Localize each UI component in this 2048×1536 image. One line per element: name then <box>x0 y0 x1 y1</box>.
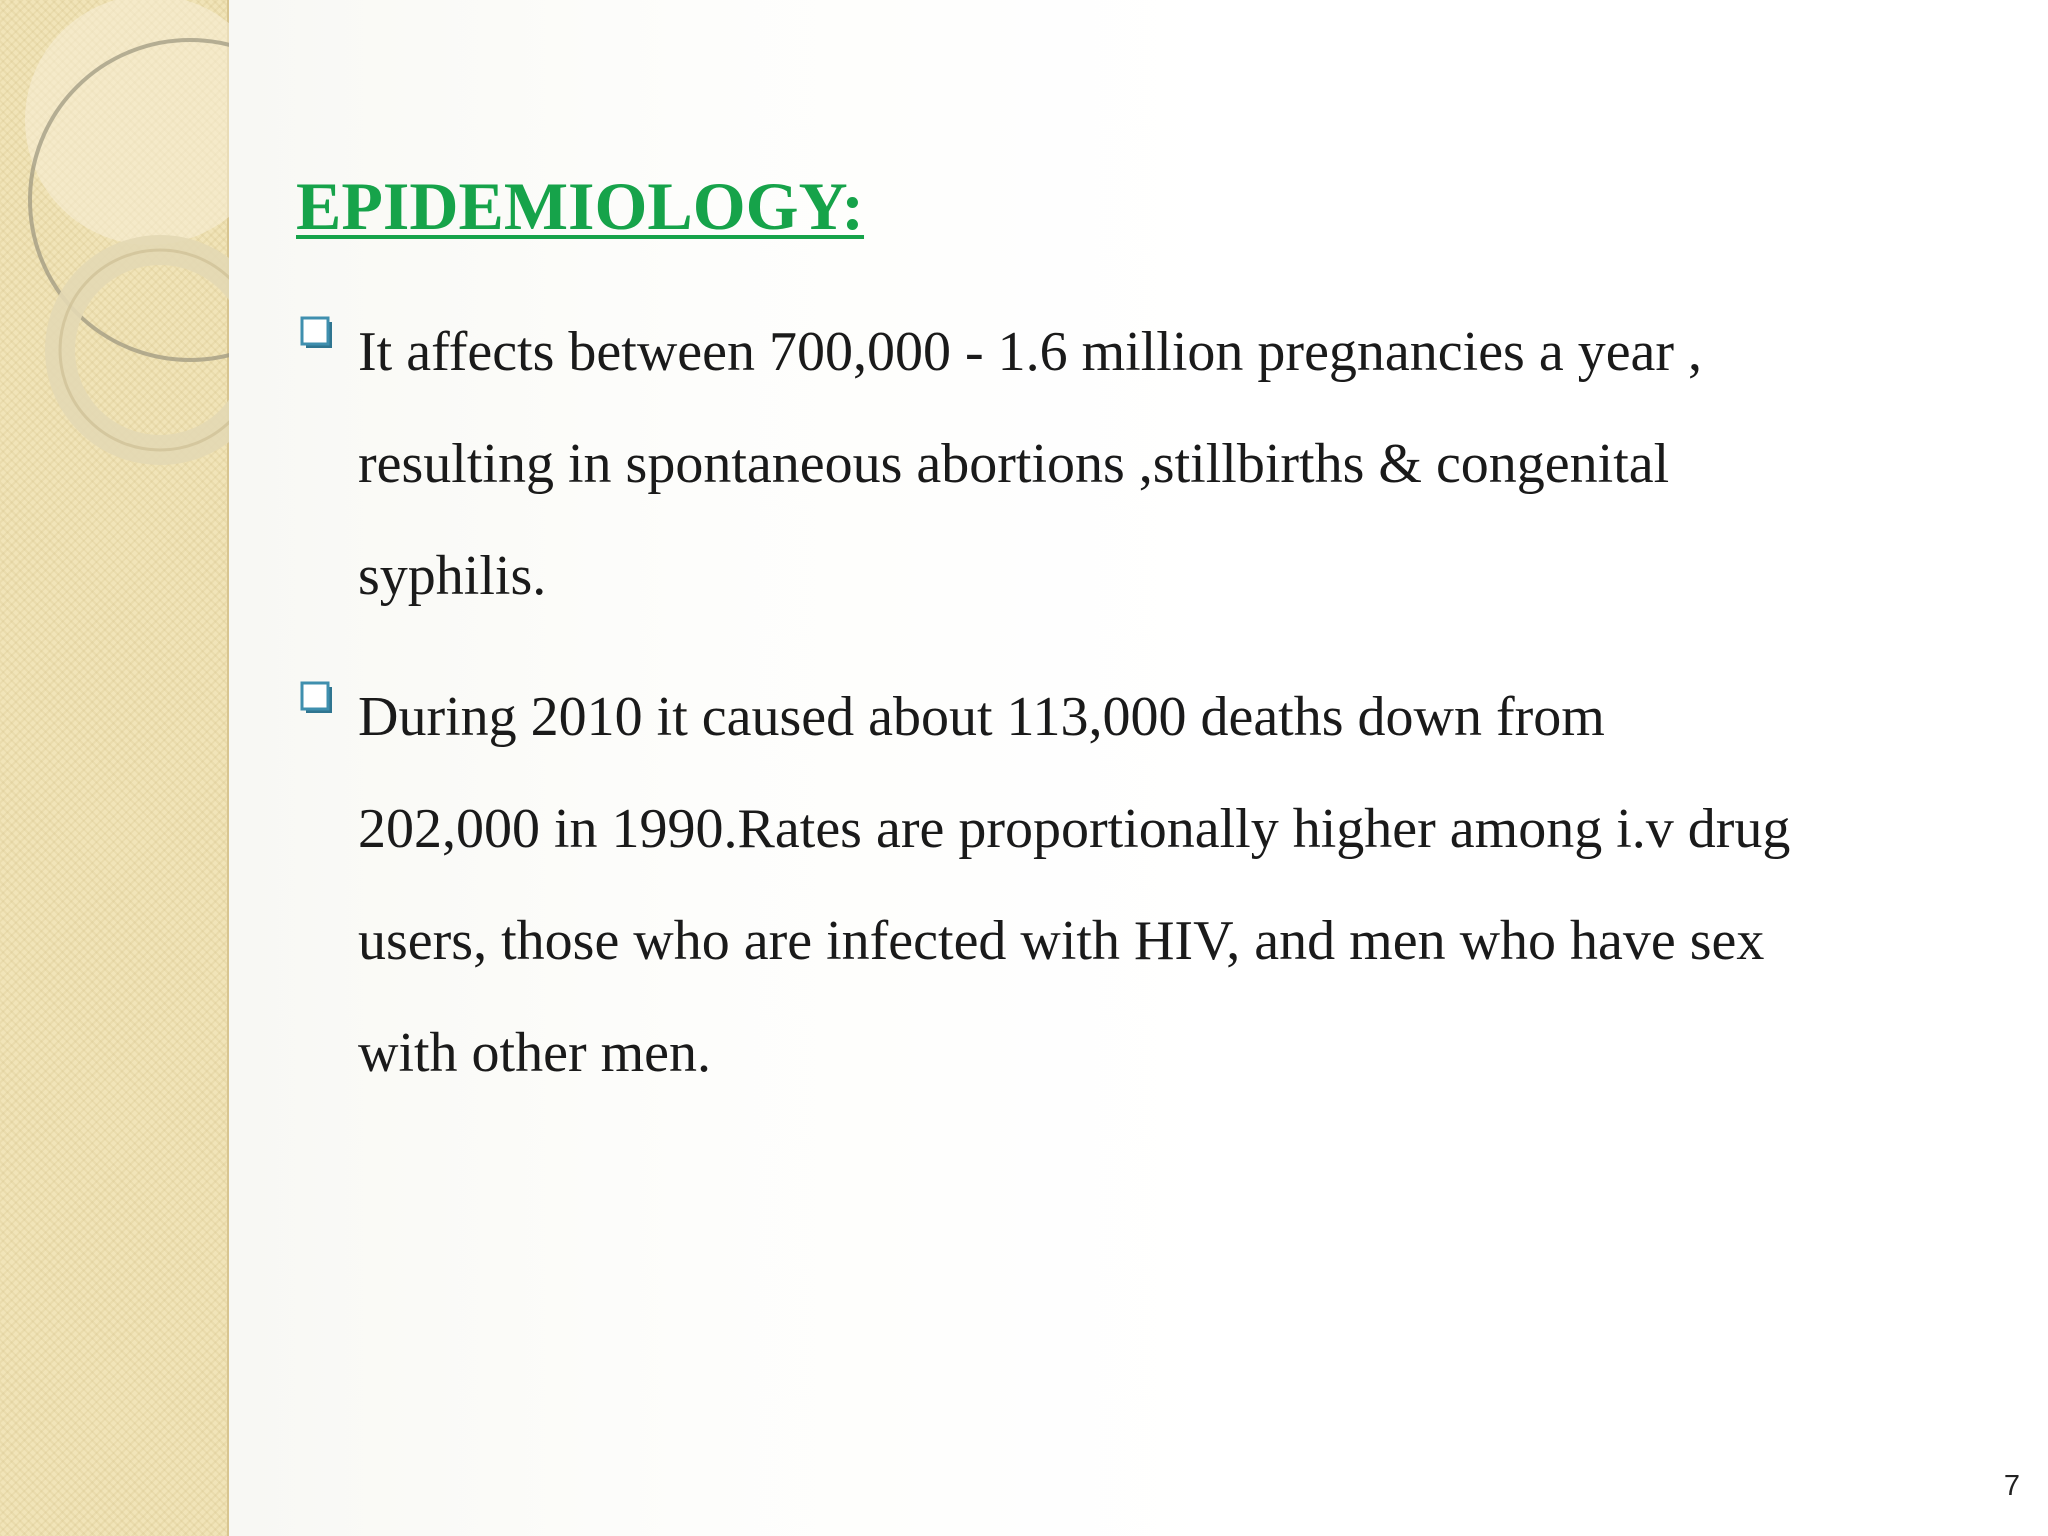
bullet-list <box>296 296 1796 1138</box>
bullet-text: During 2010 it caused about 113,000 deaths down from 202,000 in 1990.Rates are proportionally higher among i.v drug users, those who are infected with HIV, and men who have sex with other men. <box>358 686 1791 1084</box>
checkbox-icon <box>300 316 334 350</box>
checkbox-icon <box>300 681 334 715</box>
slide-title: EPIDEMIOLOGY: <box>296 168 865 244</box>
page-number: 7 <box>2003 1470 2020 1502</box>
bullet-item <box>296 296 1796 632</box>
bullet-text: It affects between 700,000 - 1.6 million pregnancies a year , resulting in spontaneous abortions ,stillbirths & congenital syphilis. <box>358 321 1703 607</box>
bullet-item <box>296 661 1796 1109</box>
